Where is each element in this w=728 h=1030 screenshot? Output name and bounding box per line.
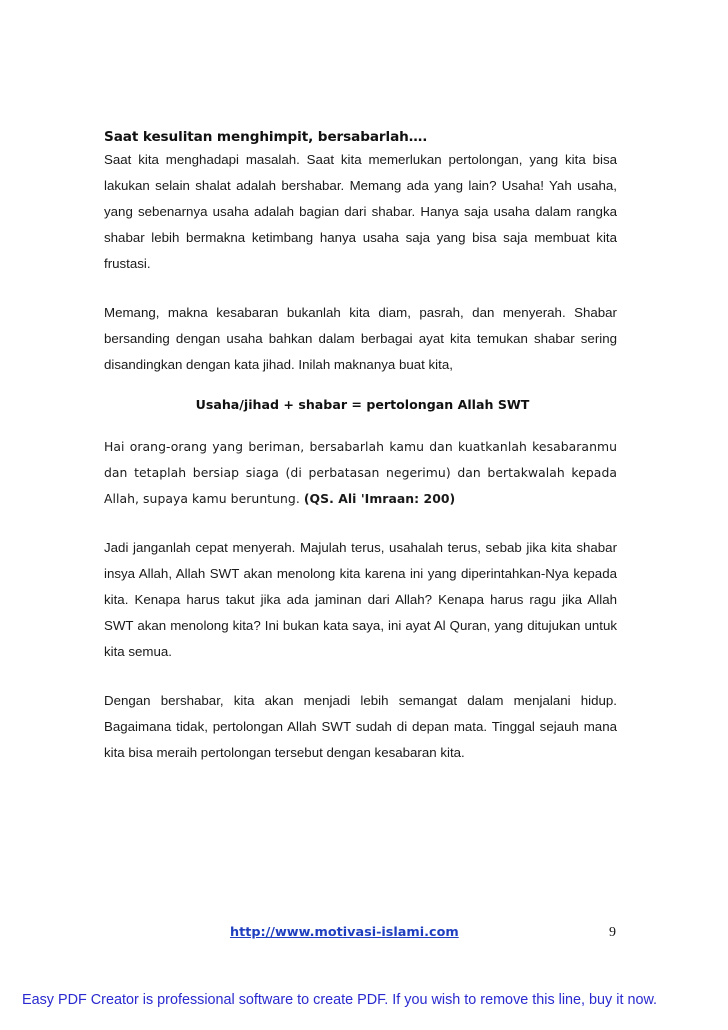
article-heading: Saat kesulitan menghimpit, bersabarlah…. xyxy=(104,129,428,145)
spacer xyxy=(104,665,617,688)
spacer xyxy=(104,512,617,535)
spacer xyxy=(104,415,617,434)
pdf-creator-banner: Easy PDF Creator is professional software to create PDF. If you wish to remove this line, buy it now. xyxy=(22,992,658,1008)
verse-reference: (QS. Ali 'Imraan: 200) xyxy=(303,491,456,506)
paragraph-1: Saat kita menghadapi masalah. Saat kita memerlukan pertolongan, yang kita bisa lakukan selain shalat adalah bershabar. Memang ada yang lain? Usaha! Yah usaha, yang sebenarnya usaha adalah bagian dari shabar. Hanya saja usaha dalam rangka shabar lebih bermakna ketimbang hanya usaha saja yang bisa saja membuat kita frustasi. xyxy=(104,152,617,271)
footer-website-link[interactable]: http://www.motivasi-islami.com xyxy=(230,925,459,940)
equation-line: Usaha/jihad + shabar = pertolongan Allah SWT xyxy=(195,397,530,412)
paragraph-3: Jadi janganlah cepat menyerah. Majulah terus, usahalah terus, sebab jika kita shabar insya Allah, Allah SWT akan menolong kita karena ini yang diperintahkan-Nya kepada kita. Kenapa harus takut jika ada jaminan dari Allah? Kenapa harus ragu jika Allah SWT akan menolong kita? Ini bukan kata saya, ini ayat Al Quran, yang ditujukan untuk kita semua. xyxy=(104,540,617,659)
paragraph-4: Dengan bershabar, kita akan menjadi lebih semangat dalam menjalani hidup. Bagaimana tidak, pertolongan Allah SWT sudah di depan mata. Tinggal sejauh mana kita bisa meraih pertolongan tersebut dengan kesabaran kita. xyxy=(104,693,617,760)
verse-text: Hai orang-orang yang beriman, bersabarlah kamu dan kuatkanlah kesabaranmu dan tetaplah bersiap siaga (di perbatasan negerimu) dan bertakwalah kepada Allah, supaya kamu beruntung. xyxy=(104,439,617,506)
quran-verse xyxy=(104,434,617,512)
paragraph-2: Memang, makna kesabaran bukanlah kita diam, pasrah, dan menyerah. Shabar bersanding dengan usaha bahkan dalam berbagai ayat kita temukan shabar sering disandingkan dengan kata jihad. Inilah maknanya buat kita, xyxy=(104,305,617,372)
spacer xyxy=(104,277,617,300)
article-body xyxy=(104,127,617,766)
spacer xyxy=(104,378,617,395)
page-number: 9 xyxy=(609,925,616,940)
